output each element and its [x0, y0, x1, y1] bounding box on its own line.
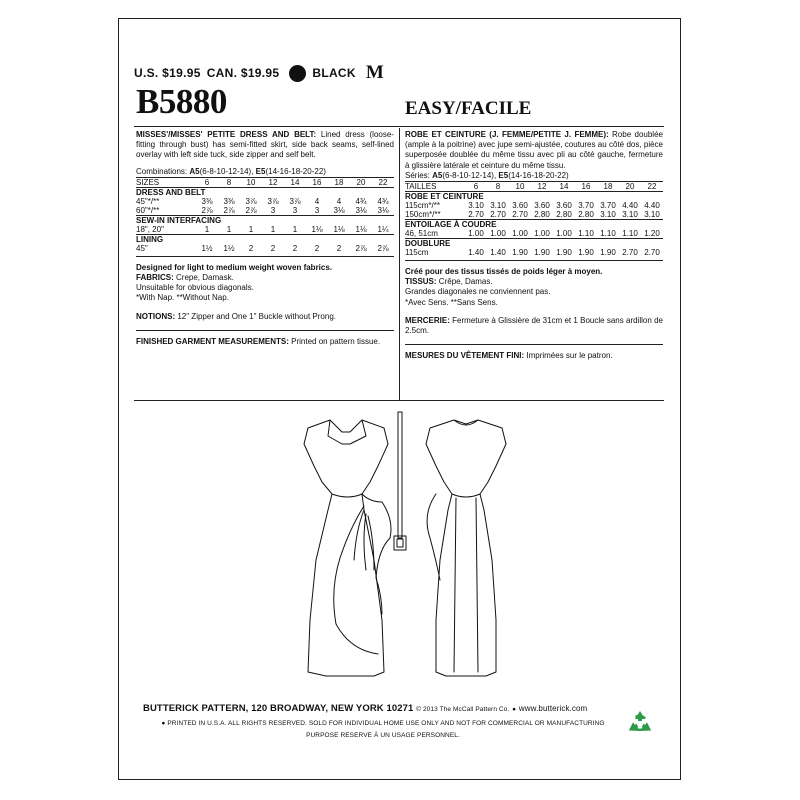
website-link[interactable]: www.butterick.com: [518, 704, 588, 713]
size-cell: 14: [553, 182, 575, 192]
french-column: [405, 130, 663, 361]
yardage-value: 4¾: [377, 196, 389, 206]
footer-legal-text: [143, 718, 623, 742]
yardage-value: 2: [270, 243, 276, 253]
yardage-value: 3.10: [644, 210, 660, 220]
yardage-value: 3.10: [622, 210, 638, 220]
legal-line-2: PURPOSE RESERVE À UN USAGE PERSONNEL.: [306, 732, 460, 739]
size-cell: 12: [531, 182, 553, 192]
yardage-value: 3: [314, 205, 320, 215]
section-divider: [134, 400, 664, 401]
yardage-value: 1.90: [578, 248, 594, 258]
yardage-section-row: [136, 234, 394, 244]
size-cell: 10: [240, 177, 262, 187]
color-dot-icon: [289, 65, 306, 82]
belt-buckle-inner: [397, 539, 403, 547]
yardage-value: 1⅛: [311, 224, 323, 234]
yardage-section-row: [405, 192, 663, 202]
yardage-row: [136, 197, 394, 206]
english-description: [136, 130, 394, 161]
yardage-value: 3.60: [534, 201, 550, 211]
sizes-label: SIZES: [136, 177, 196, 187]
yardage-value: 1½: [201, 243, 213, 253]
french-table-bottom-rule: [405, 260, 663, 261]
sizes-header-row: [405, 182, 663, 192]
yardage-value: 3⅞: [245, 196, 257, 206]
french-yardage-table: [405, 181, 663, 257]
yardage-value: 2: [336, 243, 342, 253]
footer-address-line: [143, 703, 587, 714]
yardage-value: 3.60: [556, 201, 572, 211]
french-finished-block: MESURES DU VÊTEMENT FINI: Imprimées sur le patron.: [405, 351, 613, 361]
english-column: [136, 130, 394, 347]
back-dress-outline: [426, 420, 506, 676]
yardage-value: 1⅛: [333, 224, 345, 234]
publisher-address: BUTTERICK PATTERN, 120 BROADWAY, NEW YORK 10271: [143, 703, 414, 714]
yardage-row: [405, 201, 663, 210]
yardage-value: 2.70: [490, 210, 506, 220]
size-cell: 6: [196, 177, 218, 187]
yardage-section-title: SEW-IN INTERFACING: [136, 215, 394, 225]
yardage-value: 2: [248, 243, 254, 253]
fabric-width-label: 46, 51cm: [405, 229, 438, 239]
size-cell: 6: [465, 182, 487, 192]
column-divider: [399, 128, 400, 400]
yardage-value: 2⅞: [377, 243, 389, 253]
french-title: ROBE ET CEINTURE (J. FEMME/PETITE J. FEMME):: [405, 130, 609, 139]
size-cell: 22: [372, 177, 394, 187]
yardage-row: [136, 225, 394, 235]
french-combinations: Séries: A5(6-8-10-12-14), E5(14-16-18-20-22): [405, 170, 569, 180]
front-overlay-edge: [334, 506, 378, 654]
english-notions-rule: [136, 330, 394, 331]
english-table-bottom-rule: [136, 256, 394, 257]
size-letter: M: [365, 62, 385, 83]
front-peplum-drape: [362, 494, 391, 614]
yardage-section-title: LINING: [136, 234, 394, 244]
yardage-value: 2.80: [578, 210, 594, 220]
fabric-width-label: 115cm*/**: [405, 201, 440, 211]
yardage-section-row: [405, 239, 663, 249]
yardage-value: 1⅛: [355, 224, 367, 234]
english-title: MISSES'/MISSES' PETITE DRESS AND BELT:: [136, 130, 317, 139]
yardage-row: [405, 229, 663, 239]
color-name: BLACK: [312, 66, 356, 80]
header-divider: [134, 126, 664, 127]
recycle-icon: [625, 709, 655, 737]
yardage-section-row: [136, 215, 394, 225]
yardage-section-title: ENTOILAGE À COUDRE: [405, 220, 663, 230]
size-cell: 18: [328, 177, 350, 187]
yardage-value: 1.10: [600, 229, 616, 239]
yardage-value: 3⅛: [377, 205, 389, 215]
yardage-value: 1.00: [534, 229, 550, 239]
yardage-value: 3.10: [490, 201, 506, 211]
yardage-value: 2⅞: [223, 205, 235, 215]
yardage-row: [136, 244, 394, 253]
yardage-value: 3⅛: [355, 205, 367, 215]
yardage-value: 1.20: [644, 229, 660, 239]
yardage-value: 1: [292, 224, 298, 234]
price-can: CAN. $19.95: [206, 66, 280, 80]
sizes-header-row: [136, 177, 394, 187]
front-waist-seam: [332, 494, 362, 497]
back-drape-edge: [427, 494, 440, 580]
size-cell: 16: [575, 182, 597, 192]
yardage-value: 2.80: [534, 210, 550, 220]
yardage-section-title: ROBE ET CEINTURE: [405, 192, 663, 202]
fabric-width-label: 45"*/**: [136, 196, 160, 206]
size-cell: 18: [597, 182, 619, 192]
difficulty-label: EASY/FACILE: [405, 98, 532, 119]
yardage-section-title: DRESS AND BELT: [136, 187, 394, 197]
yardage-value: 1.90: [512, 248, 528, 258]
yardage-value: 1.00: [490, 229, 506, 239]
english-fabrics-block: Designed for light to medium weight woven fabrics. FABRICS: Crepe, Damask. Unsuitable for obvious diagonals. *With Nap. **Without Nap.: [136, 262, 333, 303]
yardage-value: 3.60: [512, 201, 528, 211]
yardage-section-row: [136, 187, 394, 197]
yardage-value: 1.90: [600, 248, 616, 258]
yardage-value: 1.40: [468, 248, 484, 258]
yardage-value: 2: [292, 243, 298, 253]
yardage-value: 3.10: [468, 201, 484, 211]
size-cell: 22: [641, 182, 663, 192]
fabric-width-label: 18", 20": [136, 224, 164, 234]
size-cell: 20: [619, 182, 641, 192]
yardage-section-title: DOUBLURE: [405, 239, 663, 249]
yardage-value: 3⅜: [223, 196, 235, 206]
price-line: [134, 62, 390, 84]
english-combinations: Combinations: A5(6-8-10-12-14), E5(14-16-18-20-22): [136, 166, 326, 176]
yardage-value: 1.00: [468, 229, 484, 239]
yardage-value: 3: [292, 205, 298, 215]
yardage-value: 1.10: [578, 229, 594, 239]
yardage-value: 3⅛: [333, 205, 345, 215]
yardage-value: 4.40: [644, 201, 660, 211]
price-us: U.S. $19.95: [134, 66, 201, 80]
yardage-value: 3: [270, 205, 276, 215]
copyright-text: © 2013 The McCall Pattern Co.: [416, 706, 510, 713]
size-cell: 16: [306, 177, 328, 187]
sizes-label: TAILLES: [405, 182, 465, 192]
size-cell: 8: [487, 182, 509, 192]
yardage-value: 2⅞: [201, 205, 213, 215]
yardage-value: 2.80: [556, 210, 572, 220]
french-description: [405, 130, 663, 171]
dress-technical-drawing: [270, 410, 530, 700]
size-cell: 10: [509, 182, 531, 192]
legal-line-1: ● PRINTED IN U.S.A. ALL RIGHTS RESERVED. SOLD FOR INDIVIDUAL HOME USE ONLY AND NOT FOR COMMERCIAL OR MANUFACTURING: [161, 720, 605, 727]
yardage-value: 3.10: [600, 210, 616, 220]
yardage-value: 2.70: [644, 248, 660, 258]
yardage-value: 1.00: [556, 229, 572, 239]
yardage-value: 1: [270, 224, 276, 234]
yardage-value: 3⅞: [267, 196, 279, 206]
fabric-width-label: 60"*/**: [136, 205, 160, 215]
yardage-value: 2.70: [622, 248, 638, 258]
yardage-value: 4¾: [355, 196, 367, 206]
yardage-section-row: [405, 220, 663, 230]
size-cell: 20: [350, 177, 372, 187]
yardage-value: 1.10: [622, 229, 638, 239]
yardage-value: 2.70: [512, 210, 528, 220]
size-cell: 12: [262, 177, 284, 187]
yardage-value: 1: [226, 224, 232, 234]
english-finished-block: FINISHED GARMENT MEASUREMENTS: Printed on pattern tissue.: [136, 336, 381, 346]
yardage-value: 4.40: [622, 201, 638, 211]
yardage-row: [405, 248, 663, 257]
yardage-value: 2⅞: [355, 243, 367, 253]
belt-drawing: [394, 412, 406, 550]
yardage-value: 2⅞: [245, 205, 257, 215]
yardage-value: 1½: [223, 243, 235, 253]
pattern-number: B5880: [136, 82, 227, 121]
english-yardage-table: [136, 177, 394, 253]
back-waist-seam: [452, 494, 480, 497]
yardage-row: [136, 206, 394, 216]
english-description-text: Lined dress (loose-fitting through bust) has semi-fitted skirt, side back seams, self-lined overlay with left side tuck, side zipper and self belt.: [136, 130, 394, 160]
dress-front-drawing: [304, 420, 391, 676]
footer-bullet: ●: [512, 706, 517, 713]
yardage-value: 1.90: [534, 248, 550, 258]
yardage-value: 3⅜: [201, 196, 213, 206]
fabric-width-label: 45": [136, 243, 148, 253]
size-cell: 14: [284, 177, 306, 187]
fabric-width-label: 115cm: [405, 248, 429, 258]
english-notions-block: NOTIONS: 12" Zipper and One 1" Buckle without Prong.: [136, 311, 337, 321]
belt-strap: [398, 412, 402, 538]
yardage-value: 3.70: [578, 201, 594, 211]
yardage-value: 1: [204, 224, 210, 234]
yardage-value: 3⅞: [289, 196, 301, 206]
back-side-seams: [454, 498, 478, 672]
french-description-text: Robe doublée (ample à la poitrine) avec jupe semi-ajustée, coutures au côté dos, pièce superposée doublée du même tissu avec pli au côté gauche, fermeture à glissière latérale et ceinture du même tissu.: [405, 130, 663, 170]
yardage-value: 2.70: [468, 210, 484, 220]
yardage-value: 1.90: [556, 248, 572, 258]
yardage-value: 4: [314, 196, 320, 206]
yardage-value: 3.70: [600, 201, 616, 211]
yardage-value: 1: [248, 224, 254, 234]
yardage-row: [405, 210, 663, 220]
size-cell: 8: [218, 177, 240, 187]
french-fabrics-block: Créé pour des tissus tissés de poids léger à moyen. TISSUS: Crêpe, Damas. Grandes diagonales ne conviennent pas. *Avec Sens. **Sans Sens.: [405, 267, 603, 307]
yardage-value: 2: [314, 243, 320, 253]
yardage-value: 1.40: [490, 248, 506, 258]
french-notions-rule: [405, 344, 663, 345]
dress-back-drawing: [426, 420, 506, 676]
french-notions-block: MERCERIE: Fermeture à Glissière de 31cm et 1 Boucle sans ardillon de 2.5cm.: [405, 315, 663, 336]
fabric-width-label: 150cm*/**: [405, 210, 441, 220]
yardage-value: 1.00: [512, 229, 528, 239]
yardage-value: 4: [336, 196, 342, 206]
yardage-value: 1¼: [377, 224, 389, 234]
